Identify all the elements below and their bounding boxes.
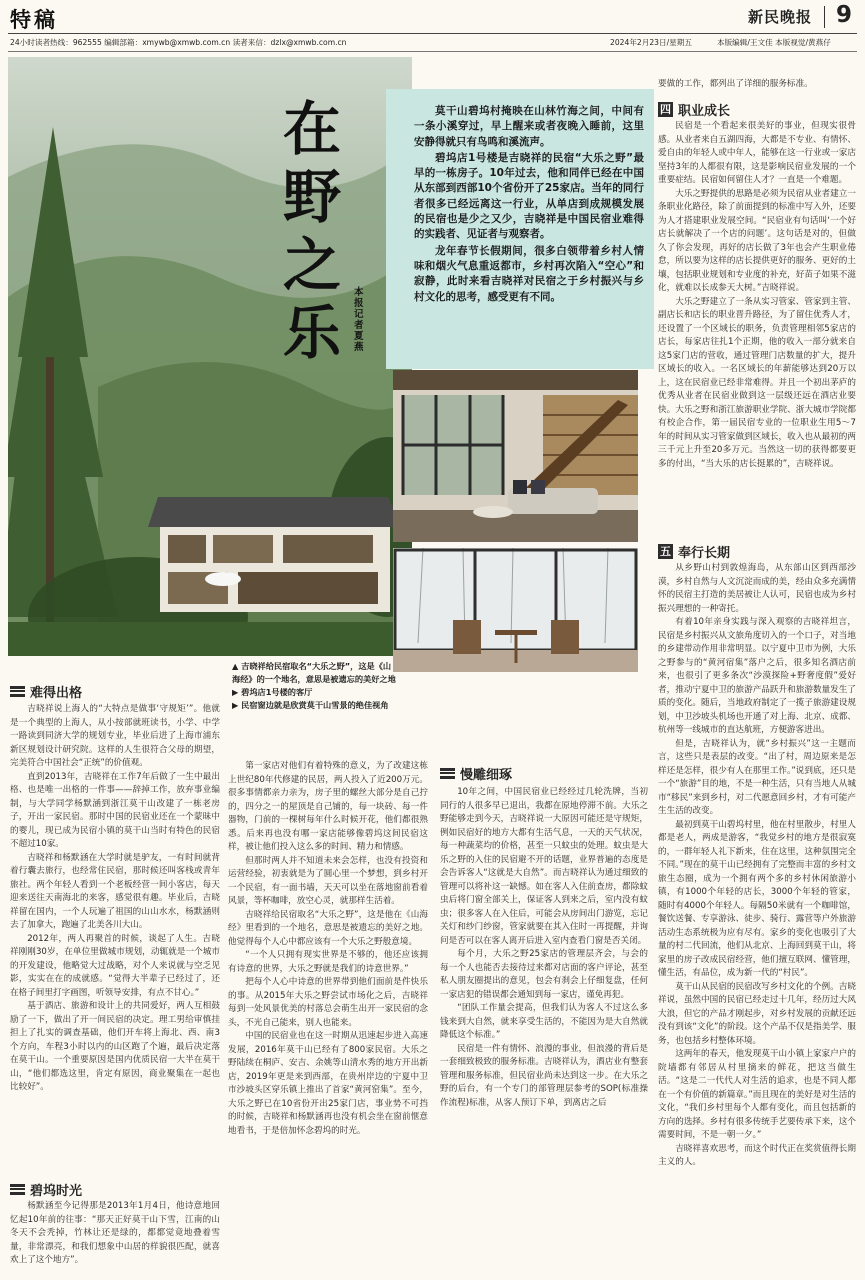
mountain-village-photo [8, 57, 412, 656]
info-rule [8, 51, 857, 52]
caption-line: ▶ 民宿窗边就是欣赏莫干山雪景的绝佳视角 [232, 700, 389, 710]
article-column-3: 10年之间，中国民宿业已经经过几轮洗牌，当初同行的人很多早已退出，我都在原地停滞不前。大乐之野能够走到今天，吉晓祥说一大原因可能还是守规矩，例如民宿好的地方大都有生活气息，一天的天气状况，每一种蔬菜均的价格，甚至一只蚊虫的处理。蚊虫是大乐之野的入住的民宿避不开的话题，业界普遍的态度是会告诉客人“这就是大自然”。而吉晓祥认为通过细致的管理可以将补这一缺憾。如在客人入住前查房，都除蚊虫后将门窗全部关上，保证客人到来之后，室内没有蚊虫；很多客人在入住后，可能会从房间出门游览，忘记关灯和纱门纱窗，管家就要在其入住时一再提醒，并询问是否可以在客人离开后进入室内查看门窗是否关闭。 每个月，大乐之野25家店的管理层齐会，与会的每一个人也能否去接待过来都对店面的客户评论，甚至私人朋友圈提出的意见，包会有刹会上仔细复盘，任何一家店犯的错误都会通知到每一家店，谨免再犯。 “团队工作量会提高，但我们认为客人不过这么多钱来到大自然，就来享受生活的，不能因为是大自然就降低这个标准。” 民宿是一件有情怀、浪漫的事业，但浪漫的背后是一套细致极致的服务标准。吉晓祥认为，酒店业有整套管理和服务标准，但民宿业尚未达到这一步。在大乐之野的后台，有一个专门的部管理层参考的SOP(标准操作流程)标准，从客人预订下单，到离店之后 [440, 787, 648, 1108]
intro-paragraph: 莫干山碧坞村掩映在山林竹海之间，中间有一条小溪穿过，早上醒来或者夜晚入睡前，这里安静得就只有鸟鸣和溪流声。 [414, 105, 644, 148]
intro-paragraph: 龙年春节长假期间，很多白领带着乡村人情味和烟火气息重返都市，乡村再次陷入“空心”和寂静，此时来看吉晓祥对民宿之于乡村振兴与乡村文化的思考，感受更有不同。 [414, 244, 644, 303]
newspaper-logo: 新民晚报 [748, 8, 813, 26]
contact-line: 24小时读者热线：962555 编辑部箱：xmywb@xmwb.com.cn 读者来信：dzlx@xmwb.com.cn [10, 38, 347, 47]
masthead-divider [824, 6, 825, 28]
section-heading-2: 碧坞时光 [10, 1180, 82, 1199]
section-title: 特稿 [10, 8, 58, 32]
article-column-1b: 杨默涵至今记得那是2013年1月4日，他诗意地回忆起10年前的往事：“那天正好莫干山下雪，江南的山冬天不会秃掉，竹林让还是绿的，都都觉竟地叠着雪量，非常漂亮，和我们想象中山居的样貌很匹配，就喜欢上了这个地方”。 [10, 1201, 220, 1265]
section-heading-5: 五 奉行长期 [660, 545, 731, 561]
headline-char: 在 [282, 95, 341, 163]
living-room-photo [393, 370, 638, 542]
intro-box [386, 89, 654, 369]
snow-window-photo [393, 548, 638, 672]
section-number-icon [10, 1184, 25, 1195]
section-heading-4: 四 职业成长 [660, 103, 731, 119]
article-column-4: 民宿是一个看起来很美好的事业，但现实很骨感。从业者来自五湖四海，大都是不专业、有情怀、爱自由的年轻人或中年人，能够在这一行业或一家店坚持3年的人都很有限，这是影响民宿业发展的一个重要症结。民宿如何留住人才？一直是一个难题。 大乐之野提供的思路是必须为民宿从业者建立一条职业化路径，除了前面提到的标准中写入外，还要为人才搭建职业发展空间。“民宿业有句话叫‘一个好店长就解决了一个店的问题’。这句话是对的，但做久了你会发现，再好的店长做了3年也会产生职业倦怠，所以要为这样的店长提供更好的服务、更好的土壤，包括职业规划和专业度的补充，好苗子如果不滋化，就难以长成参天大树。”吉晓祥说。 大乐之野建立了一条从实习管家、管家到主管、副店长和店长的职业晋升路径，为了留住优秀人才，还设置了一个区域长的职务，负责管理相邻5家店的店长，每家店往扎1个正期，他的收入一部分就来自这5家门店的营收，通过管理门店数量的扩大，提升区域长的收入。一名区域长的年薪能够达到20万以上，这在民宿业已经非常难得。并且一个初出茅庐的优秀从业者在民宿业做到这一层级还远在酒店业要快。大乐之野和浙江旅游职业学院、浙大城市学院都有校企合作，第一届民宿专业的一位职业生用5～7年的时间从实习管家做到区域长，收入也从最初的两三千元上升至20多万元。当然这一切的获得都要更多的付出，“当大乐的店长挺累的”，吉晓祥说。 [658, 121, 856, 469]
article-column-5: 从乡野山村到敦煌海岛，从东部山区到西部沙漠，乡村自然与人文沉淀而成的美，经由众多充满情怀的民宿主打造的美居被让人认可，民宿也成为乡村振兴理想的一种寄托。 有着10年亲身实践与深入观察的吉晓祥坦言，民宿是乡村振兴从文旅角度切入的一个口子，对当地的乡建带动作用非常明显。以宁夏中卫市为例，大乐之野参与的“黄河宿集”落户之后，很多知名酒店前来，也很引了更多条次“沙漠探险+野奢度假”爱好者，推动宁夏中卫的旅游产品跃升和旅游数量发生了质的变化。随后，当地政府制定了一揽子旅游建设规划，中卫沙坡头机场也开通了对上海、北京、成都、杭州等一线城市的直达航班，方便游客进出。 但是，吉晓祥认为，就“乡村振兴”这一主题而言，这些只是表层的改变。“出了村，周边原来是怎样还是怎样，很少有人在那里工作。”说到底，还只是一个“旅游”目的地，不是一种生活，只有当地人从城市“移民”来到乡村，对二代愿意回乡村，才有可能产生生活的改变。 最初到莫干山碧坞村里，他在村里散步，村里人都是老人，两成是游客，“我觉乡村的地方是很寂寞的，一群年轻人礼下新来，住在这里，这种氛围完全不同。”现在的莫干山已经拥有了完整而丰富的乡村文旅生态圈，成为一个拥有两个多的乡村休闲旅游小镇，有1000个年轻的店长，3000个年轻的管家，随时有4000个年轻人。每隔50米就有一个咖啡馆，餐饮送餐、专享游泳、徒步、骑行、露营等户外旅游活动生态系统极为应有尽有。家乡的变化也吸引了大量的村二代回流，他们从北京、上海回到莫干山，将家里的房子改成民宿经营，他们擅互联网、懂管理，懂生活，有品位，成为新一代的“村民”。 莫干山从民宿的民宿改写乡村文化的个例。吉晓祥说，虽然中国的民宿已经走过十几年，经历过大风大浪，但它的产品才刚起步，对乡村发展的贡献还远没有到该“文化”的阶段。这个产品不仅是指美学、服务，也包括乡村整体环境。 这两年的春天，他发现莫干山小镇上家家户户的院墙都有邻居从村里摘来的鲜花，把这当做生活。“这是二一代代人对生活的追求，也是不同人都在一个有价值的新篇章。”而且现在的美好是对生活的文化，“我们乡村里每个人都有变化，而且包括新的方向的选择。乡村有很多传统手艺要传承下来，这个需要时间，不是一朝一夕。” 吉晓祥喜欢思考，而这个时代正在奖赏值得长期主义的人。 [658, 563, 856, 1167]
caption-line: ▶ 碧坞店1号楼的客厅 [232, 687, 313, 697]
editor-credits: 本版编辑/王文佳 本版视觉/黄燕仔 [717, 38, 831, 47]
caption-line: ▲ 吉晓祥给民宿取名“大乐之野”，这是《山海经》的一个地名，意思是被遗忘的美好之地 [232, 661, 396, 684]
article-column-4-top: 要做的工作，都列出了详细的服务标准。 [658, 79, 813, 89]
page-number: 9 [836, 2, 853, 28]
section-heading-3: 慢雕细琢 [440, 764, 512, 783]
section-number-icon [440, 768, 455, 779]
headline [277, 95, 347, 367]
intro-paragraph: 碧坞店1号楼是吉晓祥的民宿“大乐之野”最早的一栋房子。10年过去，他和同伴已经在中国从东部到西部10个省份开了25家店。当年的同行者很多已经远离这一行业，从单店到成规模发展的民宿也是少之又少，吉晓祥是中国民宿业难得的实践者、见证者与观察者。 [414, 151, 644, 241]
section-number-icon [10, 686, 25, 697]
section-heading-1: 难得出格 [10, 682, 82, 701]
article-column-1: 吉晓祥说上海人的“大特点是做事‘守规矩’”。他就是一个典型的上海人，从小按部就班读书，小学、中学一路读到同济大学的规划专业，毕业后进了上海市浦东新区规划设计研究院。这样的人生很符合父母的期望，完美符合中国社会“正统”的价值观。 直到2013年，吉晓祥在工作7年后做了一生中最出格、也是唯一出格的一件事——辞掉工作，放弃事业编制，与大学同学杨默涵到浙江莫干山改建了一栋老房子，开出一家民宿。那时中国的民宿业还在一个蒙昧中的婴儿，现已成为民宿小镇的莫干山当时有特色的民宿不超过10家。 吉晓祥和杨默涵在大学时就是驴友，一有时间就背着行囊去旅行，也经常住民宿，那时候还叫客栈或青年旅社。两个年轻人看到一个老板经营一间小客店，每天迎来送往天南海北的来客，感觉很有趣。毕业后，吉晓祥留在国内，一个人玩遍了祖国的山山水水，杨默涵则去了加拿大，跑遍了北美各川大山。 2012年，两人再聚首的时候，谈起了人生。吉晓祥刚刚30岁，在单位里做城市规划，动辄就是一个城市的开发建设，他略觉大过战略，对个人来说就与空乏见影，实实在在的成就感。“觉得大半辈子已经过了，还在格子间里打字画图，听领导安排，有点不甘心。” 基于酒店、旅游和设计上的共同爱好，两人互相鼓励了一下，做出了开一间民宿的决定。理工男给审慎挂担上了扎实的调查基础，他们开车将上海北、西、南3个方向，车程3小时以内的山区跑了个遍，最后决定落在莫干山。一个重要原因是国内优质民宿一大半在莫干山，“他们都选这里，肯定有原因，商业聚集在一起也比较好”。 [10, 704, 220, 1092]
headline-char: 之 [282, 231, 341, 299]
top-rule [8, 33, 857, 34]
issue-date: 2024年2月23日/星期五 [610, 38, 692, 47]
headline-char: 乐 [282, 299, 341, 367]
headline-char: 野 [282, 163, 341, 231]
photo-caption [232, 660, 398, 712]
article-column-2: 第一家店对他们有着特殊的意义，为了改建这栋上世纪80年代修建的民居，两人投入了近200万元。很多事情都亲力亲为，房子里的螺丝大部分是自己拧的，四分之一的屋顶是自己铺的，每一块砖、每一件器物，门前的一棵树每年什么时候开花，他们都很熟悉。后来再也没有哪一家店能够像碧坞这间民宿这样，被让他们投入这么多的时间、精力和情感。 但那时两人并不知道未来会怎样，也没有投资和运营经验，初衷就是为了圆心里一个梦想，到乡村开一个民宿，有一面书墙，天天可以坐在落地窗前看着风景，等杯咖啡，放空心灵，就那样生活着。 吉晓祥给民宿取名“大乐之野”，这是他在《山海经》里看到的一个地名，意思是被遗忘的美好之地。他觉得每个人心中都应该有一个大乐之野般意境。 “一个人只拥有现实世界是不够的，他还应该拥有诗意的世界，大乐之野就是我们的诗意世界。” 把每个人心中诗意的世界带到他们面前是件快乐的事。从2015年大乐之野尝试市场化之后，吉晓祥每到一处风景优美的村落总会萌生出开一家民宿的念头，不光自己能来，别人也能来。 中国的民宿业也在这一时期从迅速起步进入高速发展，2016年莫干山已经有了800家民宿。大乐之野陆续在桐庐、安吉、余姚等山清水秀的地方开出新店，2019年更是来到西部，在贵州岸边的宁夏中卫市沙坡头区穿乐镇上推出了首家“黄河窑集”。至今，大乐之野已在10省份开出25家门店，事业势不可挡的时候，吉晓祥和杨默涵再也没有机会坐在窗前惬意地看书，于是倍加怀念碧坞的时光。 [228, 761, 428, 1136]
byline: 本报记者 夏燕 [354, 287, 364, 353]
